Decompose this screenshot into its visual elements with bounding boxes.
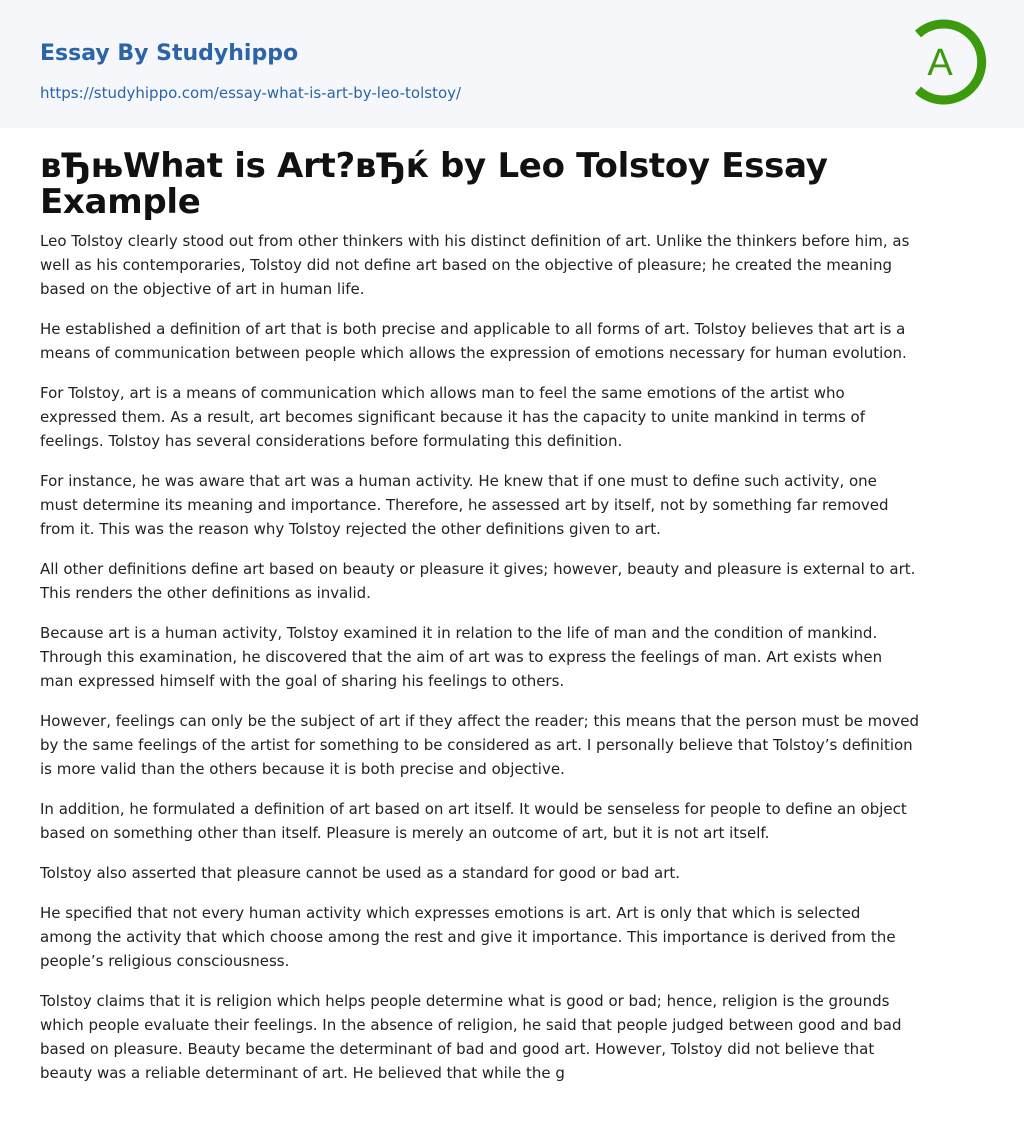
paragraph-line: well as his contemporaries, Tolstoy did not define art based on the objective of pleasure; he created the meaning: [40, 256, 892, 274]
studyhippo-logo-icon: [904, 18, 988, 106]
paragraph-line: based on something other than itself. Pleasure is merely an outcome of art, but it is not art itself.: [40, 824, 770, 842]
essay-paragraph: [40, 797, 990, 845]
essay-body: [40, 229, 990, 1101]
essay-paragraph: [40, 709, 990, 781]
paragraph-line: means of communication between people which allows the expression of emotions necessary for human evolution.: [40, 344, 907, 362]
paragraph-line: Tolstoy also asserted that pleasure cannot be used as a standard for good or bad art.: [40, 864, 681, 882]
paragraph-line: is more valid than the others because it is both precise and objective.: [40, 760, 565, 778]
paragraph-line: among the activity that which choose among the rest and give it importance. This importance is derived from the: [40, 928, 896, 946]
title-line: вЂњWhat is Art?вЂќ by Leo Tolstoy Essay: [40, 146, 828, 186]
paragraph-line: people’s religious consciousness.: [40, 952, 290, 970]
essay-paragraph: [40, 901, 990, 973]
paragraph-line: from it. This was the reason why Tolstoy rejected the other definitions given to art.: [40, 520, 661, 538]
essay-paragraph: [40, 989, 990, 1085]
paragraph-line: feelings. Tolstoy has several considerations before formulating this definition.: [40, 432, 623, 450]
essay-paragraph: [40, 861, 990, 885]
essay-paragraph: [40, 229, 990, 301]
essay-paragraph: [40, 381, 990, 453]
site-header: [0, 0, 1024, 128]
paragraph-line: man expressed himself with the goal of sharing his feelings to others.: [40, 672, 565, 690]
paragraph-line: He established a definition of art that is both precise and applicable to all forms of art. Tolstoy believes that art is a: [40, 320, 906, 338]
paragraph-line: expressed them. As a result, art becomes significant because it has the capacity to unite mankind in terms of: [40, 408, 865, 426]
essay-paragraph: [40, 621, 990, 693]
site-name: Essay By Studyhippo: [40, 41, 299, 66]
paragraph-line: However, feelings can only be the subject of art if they affect the reader; this means that the person must be moved: [40, 712, 920, 730]
paragraph-line: Through this examination, he discovered that the aim of art was to express the feelings of man. Art exists when: [40, 648, 883, 666]
paragraph-line: For Tolstoy, art is a means of communication which allows man to feel the same emotions of the artist who: [40, 384, 845, 402]
svg-text:A: A: [927, 42, 953, 84]
title-line: Example: [40, 182, 201, 222]
essay-paragraph: [40, 557, 990, 605]
paragraph-line: beauty was a reliable determinant of art. He believed that while the g: [40, 1064, 565, 1082]
paragraph-line: by the same feelings of the artist for something to be considered as art. I personally believe that Tolstoy’s definition: [40, 736, 913, 754]
page-title: [40, 148, 828, 220]
essay-url-link[interactable]: https://studyhippo.com/essay-what-is-art-by-leo-tolstoy/: [40, 84, 462, 102]
paragraph-line: For instance, he was aware that art was a human activity. He knew that if one must to define such activity, one: [40, 472, 877, 490]
paragraph-line: must determine its meaning and importance. Therefore, he assessed art by itself, not by something far removed: [40, 496, 889, 514]
essay-paragraph: [40, 317, 990, 365]
paragraph-line: In addition, he formulated a definition of art based on art itself. It would be senseless for people to define an object: [40, 800, 907, 818]
paragraph-line: based on the objective of art in human life.: [40, 280, 365, 298]
essay-paragraph: [40, 469, 990, 541]
paragraph-line: Leo Tolstoy clearly stood out from other thinkers with his distinct definition of art. Unlike the thinkers before him, as: [40, 232, 910, 250]
paragraph-line: This renders the other definitions as invalid.: [40, 584, 371, 602]
paragraph-line: He specified that not every human activity which expresses emotions is art. Art is only that which is selected: [40, 904, 861, 922]
paragraph-line: All other definitions define art based on beauty or pleasure it gives; however, beauty and pleasure is external to art.: [40, 560, 916, 578]
paragraph-line: Tolstoy claims that it is religion which helps people determine what is good or bad; hence, religion is the grounds: [40, 992, 890, 1010]
paragraph-line: Because art is a human activity, Tolstoy examined it in relation to the life of man and the condition of mankind.: [40, 624, 878, 642]
paragraph-line: which people evaluate their feelings. In the absence of religion, he said that people judged between good and bad: [40, 1016, 902, 1034]
paragraph-line: based on pleasure. Beauty became the determinant of bad and good art. However, Tolstoy did not believe that: [40, 1040, 875, 1058]
